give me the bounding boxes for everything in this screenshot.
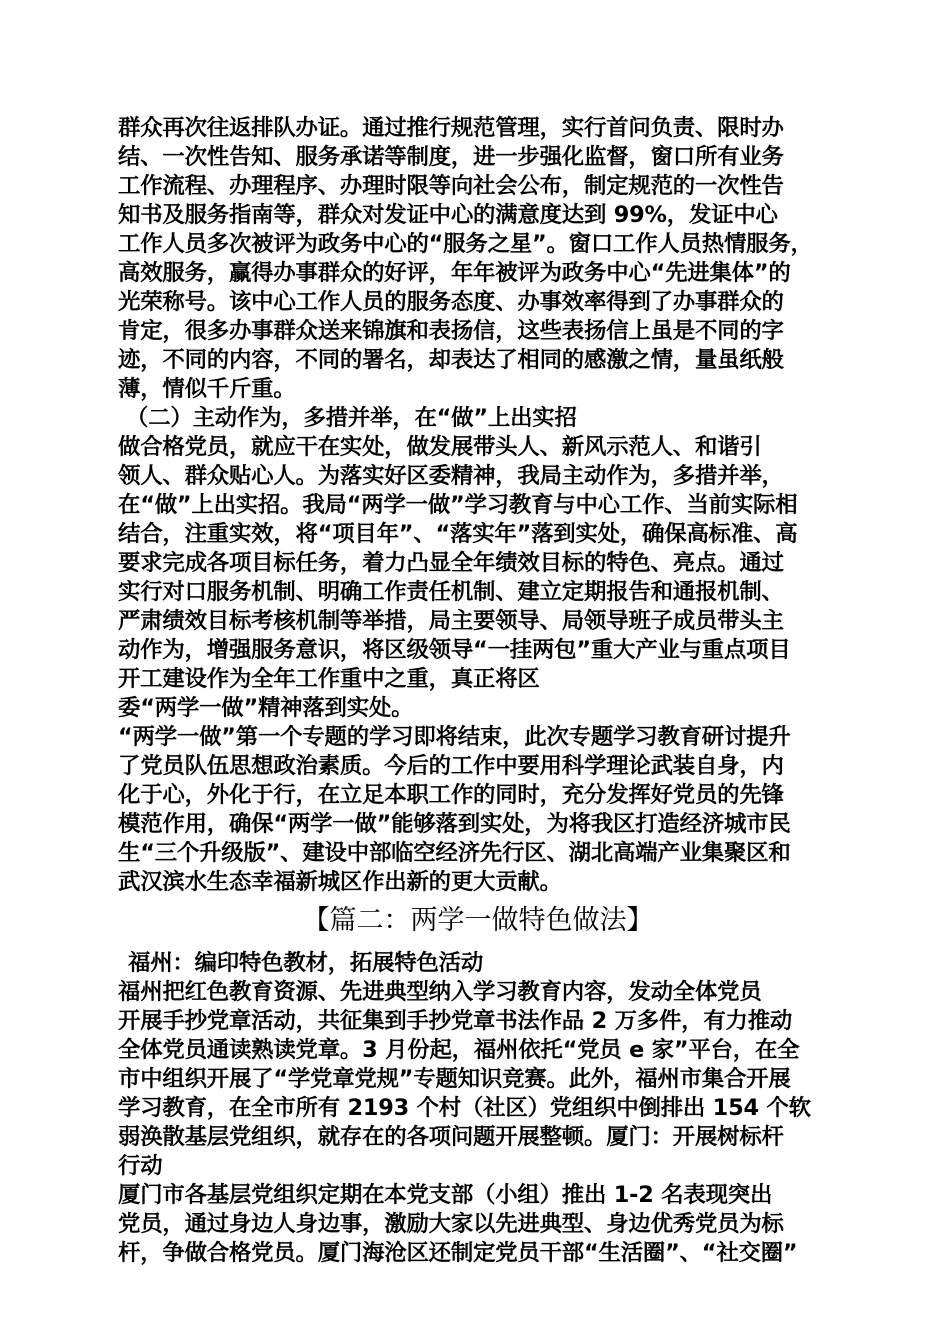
paragraph-line: 市中组织开展了“学党章党规”专题知识竞赛。此外，福州市集合开展 xyxy=(118,1066,791,1092)
paragraph-line: 化于心，外化于行，在立足本职工作的同时，充分发挥好党员的先锋 xyxy=(118,782,784,808)
paragraph-line: 福州把红色教育资源、先进典型纳入学习教育内容，发动全体党员 xyxy=(118,979,762,1005)
paragraph-line: “两学一做”第一个专题的学习即将结束，此次专题学习教育研讨提升 xyxy=(118,724,791,750)
paragraph-line: 工作流程、办理程序、办理时限等向社会公布，制定规范的一次性告 xyxy=(118,173,784,199)
paragraph-line: 模范作用，确保“两学一做”能够落到实处，为将我区打造经济城市民 xyxy=(118,811,791,837)
paragraph-line: 领人、群众贴心人。为落实好区委精神，我局主动作为，多措并举， xyxy=(118,463,784,489)
paragraph-line: 杆，争做合格党员。厦门海沧区还制定党员干部“生活圈”、“社交圈” xyxy=(118,1240,798,1266)
paragraph-line: 薄，情似千斤重。 xyxy=(118,376,296,402)
paragraph-line: 光荣称号。该中心工作人员的服务态度、办事效率得到了办事群众的 xyxy=(118,289,784,315)
paragraph-line: 做合格党员，就应干在实处，做发展带头人、新风示范人、和谐引 xyxy=(118,434,762,460)
section-1 xyxy=(118,114,838,404)
article-2 xyxy=(118,949,838,1268)
paragraph-line: 厦门市各基层党组织定期在本党支部（小组）推出 1-2 名表现突出 xyxy=(118,1182,773,1208)
paragraph-line: 高效服务，赢得办事群众的好评，年年被评为政务中心“先进集体”的 xyxy=(118,260,791,286)
paragraph-line: 武汉滨水生态幸福新城区作出新的更大贡献。 xyxy=(118,869,562,895)
paragraph-line: 全体党员通读熟读党章。3 月份起，福州依托“党员 e 家”平台，在全 xyxy=(118,1037,800,1063)
paragraph-line: 学习教育，在全市所有 2193 个村（社区）党组织中倒排出 154 个软 xyxy=(118,1095,811,1121)
paragraph-line: 行动 xyxy=(118,1153,163,1179)
article-title: 【篇二：两学一做特色做法】 xyxy=(302,905,654,936)
paragraph-line: 群众再次往返排队办证。通过推行规范管理，实行首问负责、限时办 xyxy=(118,115,784,141)
paragraph-line: 了党员队伍思想政治素质。今后的工作中要用科学理论武装自身，内 xyxy=(118,753,784,779)
paragraph-line: 实行对口服务机制、明确工作责任机制、建立定期报告和通报机制、 xyxy=(118,579,784,605)
paragraph-line: 弱涣散基层党组织，就存在的各项问题开展整顿。厦门：开展树标杆 xyxy=(118,1124,784,1150)
paragraph-line: 迹，不同的内容，不同的署名，却表达了相同的感激之情，量虽纸般 xyxy=(118,347,784,373)
section-heading: （二）主动作为，多措并举，在“做”上出实招 xyxy=(126,405,577,431)
paragraph-line: 结、一次性告知、服务承诺等制度，进一步强化监督，窗口所有业务 xyxy=(118,144,784,170)
section-3 xyxy=(118,723,838,897)
paragraph-line: 动作为，增强服务意识，将区级领导“一挂两包”重大产业与重点项目 xyxy=(118,637,791,663)
paragraph-line: 生“三个升级版”、建设中部临空经济先行区、湖北高端产业集聚区和 xyxy=(118,840,791,866)
section-2 xyxy=(118,404,838,723)
paragraph-line: 党员，通过身边人身边事，激励大家以先进典型、身边优秀党员为标 xyxy=(118,1211,784,1237)
paragraph-line: 工作人员多次被评为政务中心的“服务之星”。窗口工作人员热情服务， xyxy=(118,231,813,257)
paragraph-line: 知书及服务指南等，群众对发证中心的满意度达到 99%，发证中心 xyxy=(118,202,778,228)
paragraph-line: 要求完成各项目标任务，着力凸显全年绩效目标的特色、亮点。通过 xyxy=(118,550,784,576)
paragraph-line: 结合，注重实效，将“项目年”、“落实年”落到实处，确保高标准、高 xyxy=(118,521,798,547)
paragraph-line: 开展手抄党章活动，共征集到手抄党章书法作品 2 万多件，有力推动 xyxy=(118,1008,793,1034)
paragraph-line: 在“做”上出实招。我局“两学一做”学习教育与中心工作、当前实际相 xyxy=(118,492,798,518)
paragraph-line: 开工建设作为全年工作重中之重，真正将区 xyxy=(118,666,540,692)
section-heading: 福州：编印特色教材，拓展特色活动 xyxy=(128,950,484,976)
paragraph-line: 严肃绩效目标考核机制等举措，局主要领导、局领导班子成员带头主 xyxy=(118,608,784,634)
paragraph-line: 肯定，很多办事群众送来锦旗和表扬信，这些表扬信上虽是不同的字 xyxy=(118,318,784,344)
document-page xyxy=(118,114,838,1268)
paragraph-line: 委“两学一做”精神落到实处。 xyxy=(118,695,414,721)
